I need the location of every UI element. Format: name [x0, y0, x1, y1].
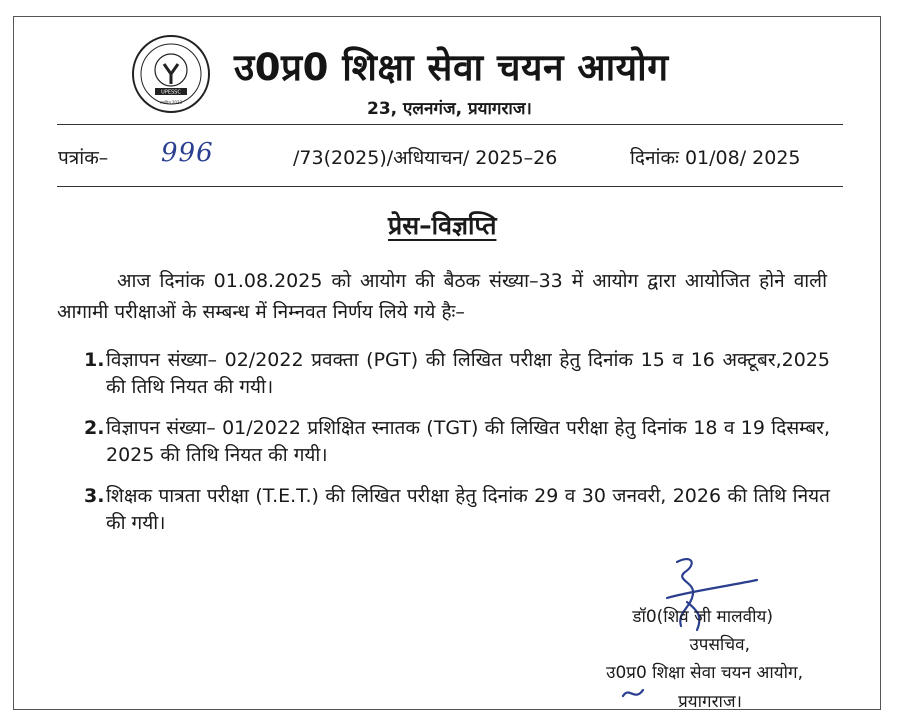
commission-seal-logo [131, 34, 211, 114]
signatory-name: डॉ0(शिव जी मालवीय) [632, 607, 773, 627]
reference-code: /73(2025)/अधियाचन/ 2025–26 [293, 147, 558, 169]
list-item-text: शिक्षक पात्रता परीक्षा (T.E.T.) की लिखित परीक्षा हेतु दिनांक 29 व 30 जनवरी, 2026 की तिथि नियत की गयी। [106, 485, 830, 534]
list-item [84, 347, 830, 401]
list-item-number: 2. [84, 417, 105, 439]
seal-year-text: स्थापित 2023 [159, 100, 183, 105]
initial-mark [621, 682, 645, 704]
commission-address: 23, एलनगंज, प्रयागराज। [367, 99, 532, 119]
list-item-number: 3. [84, 485, 105, 507]
signatory-designation: उपसचिव, [689, 635, 750, 655]
header-divider [57, 124, 843, 125]
signatory-organization: उ0प्र0 शिक्षा सेवा चयन आयोग, [606, 663, 803, 683]
reference-divider [57, 186, 843, 187]
handwritten-signature [637, 552, 767, 642]
press-release-heading: प्रेस–विज्ञप्ति [388, 211, 497, 240]
reference-label: पत्रांक– [58, 147, 109, 169]
list-item-number: 1. [84, 349, 105, 371]
reference-number: 996 [161, 138, 214, 168]
list-item-text: विज्ञापन संख्या– 02/2022 प्रवक्ता (PGT) की लिखित परीक्षा हेतु दिनांक 15 व 16 अक्टूबर,2025 की तिथि नियत की गयी। [106, 349, 830, 398]
list-item-text: विज्ञापन संख्या– 01/2022 प्रशिक्षित स्नातक (TGT) की लिखित परीक्षा हेतु दिनांक 18 व 19 दिसम्बर, 2025 की तिथि नियत की गयी। [106, 417, 830, 466]
commission-title: उ0प्र0 शिक्षा सेवा चयन आयोग [234, 46, 669, 89]
list-item [84, 415, 830, 469]
seal-emblem-text: UPESSC [161, 89, 181, 96]
reference-date: दिनांकः 01/08/ 2025 [630, 147, 801, 169]
reference-row [57, 140, 843, 176]
intro-paragraph: आज दिनांक 01.08.2025 को आयोग की बैठक संख्या–33 में आयोग द्वारा आयोजित होने वाली आगामी परीक्षाओं के सम्बन्ध में निम्नवत निर्णय लिये गये हैः– [57, 270, 827, 323]
list-item [84, 483, 830, 537]
signatory-city: प्रयागराज। [678, 692, 742, 712]
